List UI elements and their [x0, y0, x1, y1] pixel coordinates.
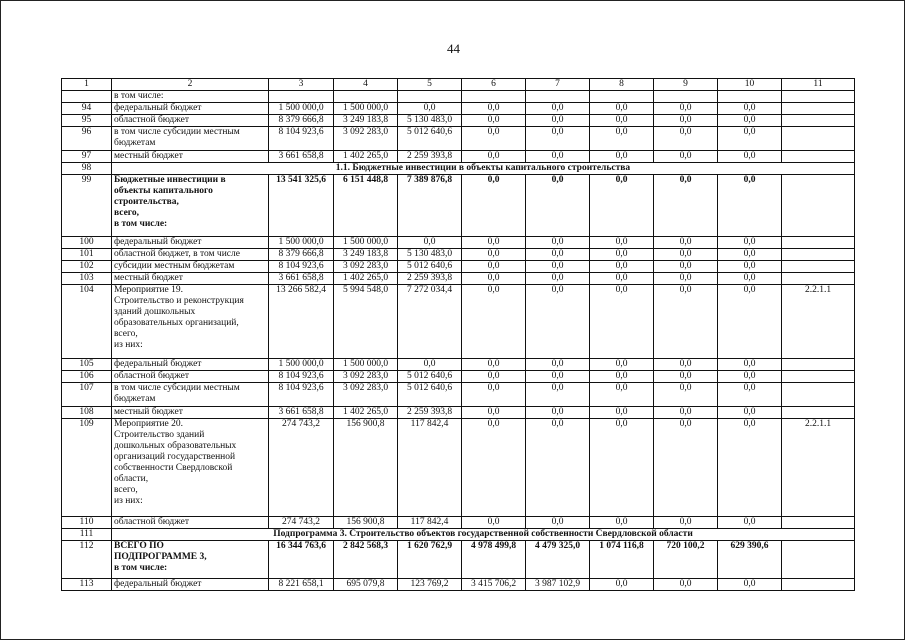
description-line: области, [114, 474, 149, 484]
reference-cell [782, 407, 855, 419]
value-cell: 0,0 [718, 273, 782, 285]
value-cell: 0,0 [718, 419, 782, 517]
description-line: всего, [114, 329, 138, 339]
value-cell: 5 994 548,0 [334, 285, 398, 359]
value-cell: 3 249 183,8 [334, 249, 398, 261]
table-row [62, 359, 855, 371]
reference-cell [782, 175, 855, 237]
description-line: федеральный бюджет [114, 579, 202, 589]
description-line: местный бюджет [114, 407, 183, 417]
column-header-row [62, 79, 855, 91]
table-row [62, 285, 855, 359]
reference-cell [782, 249, 855, 261]
value-cell: 4 479 325,0 [526, 541, 590, 579]
value-cell: 117 842,4 [398, 517, 462, 529]
row-description [112, 115, 269, 127]
value-cell: 5 130 483,0 [398, 115, 462, 127]
section-title: Подпрограмма 3. Строительство объектов государственной собственности Свердловской области [112, 529, 855, 541]
table-row [62, 261, 855, 273]
row-description [112, 419, 269, 517]
row-description [112, 371, 269, 383]
value-cell: 0,0 [398, 237, 462, 249]
value-cell: 629 390,6 [718, 541, 782, 579]
value-cell: 0,0 [526, 383, 590, 407]
column-header: 8 [590, 79, 654, 91]
value-cell: 2 259 393,8 [398, 151, 462, 163]
row-number: 97 [62, 151, 112, 163]
value-cell: 8 379 666,8 [269, 115, 334, 127]
description-line: зданий дошкольных [114, 307, 196, 317]
value-cell: 0,0 [718, 359, 782, 371]
value-cell: 0,0 [718, 127, 782, 151]
value-cell: 0,0 [654, 579, 718, 591]
value-cell: 1 402 265,0 [334, 151, 398, 163]
value-cell: 0,0 [654, 407, 718, 419]
column-header: 9 [654, 79, 718, 91]
table-row [62, 273, 855, 285]
value-cell: 0,0 [590, 285, 654, 359]
value-cell: 156 900,8 [334, 517, 398, 529]
value-cell: 0,0 [718, 517, 782, 529]
value-cell: 0,0 [654, 273, 718, 285]
description-line: в том числе субсидии местным [114, 127, 240, 137]
value-cell: 0,0 [718, 407, 782, 419]
description-line: Мероприятие 19. [114, 285, 184, 295]
value-cell: 0,0 [526, 273, 590, 285]
row-description [112, 517, 269, 529]
description-line: федеральный бюджет [114, 237, 202, 247]
value-cell: 0,0 [526, 237, 590, 249]
value-cell: 8 104 923,6 [269, 383, 334, 407]
row-description [112, 383, 269, 407]
value-cell: 0,0 [462, 273, 526, 285]
value-cell [334, 91, 398, 103]
value-cell: 0,0 [590, 115, 654, 127]
description-line: в том числе: [114, 219, 168, 229]
value-cell: 0,0 [654, 419, 718, 517]
value-cell: 0,0 [526, 371, 590, 383]
value-cell: 16 344 763,6 [269, 541, 334, 579]
value-cell: 720 100,2 [654, 541, 718, 579]
description-line: бюджетам [114, 138, 156, 148]
table-row [62, 407, 855, 419]
value-cell: 0,0 [654, 151, 718, 163]
value-cell: 4 978 499,8 [462, 541, 526, 579]
value-cell: 0,0 [526, 175, 590, 237]
value-cell: 0,0 [590, 103, 654, 115]
description-line: в том числе: [114, 91, 164, 101]
value-cell: 1 500 000,0 [269, 359, 334, 371]
row-number: 104 [62, 285, 112, 359]
value-cell: 0,0 [462, 371, 526, 383]
reference-cell: 2.2.1.1 [782, 419, 855, 517]
row-number: 107 [62, 383, 112, 407]
value-cell: 274 743,2 [269, 517, 334, 529]
description-line: федеральный бюджет [114, 359, 202, 369]
value-cell: 0,0 [462, 359, 526, 371]
description-line: Бюджетные инвестиции в [114, 175, 226, 185]
value-cell: 0,0 [590, 579, 654, 591]
description-line: организаций государственной [114, 452, 236, 462]
value-cell: 1 500 000,0 [269, 237, 334, 249]
value-cell: 0,0 [718, 371, 782, 383]
value-cell: 1 500 000,0 [334, 103, 398, 115]
value-cell: 13 266 582,4 [269, 285, 334, 359]
section-title: 1.1. Бюджетные инвестиции в объекты капитального строительства [112, 163, 855, 175]
value-cell: 123 769,2 [398, 579, 462, 591]
value-cell: 0,0 [654, 127, 718, 151]
description-line: Строительство и реконструкция [114, 296, 244, 306]
value-cell: 5 012 640,6 [398, 383, 462, 407]
value-cell: 3 661 658,8 [269, 151, 334, 163]
value-cell: 1 402 265,0 [334, 273, 398, 285]
row-description [112, 541, 269, 579]
row-description [112, 359, 269, 371]
value-cell: 0,0 [718, 237, 782, 249]
row-description [112, 237, 269, 249]
value-cell: 0,0 [718, 249, 782, 261]
value-cell: 3 092 283,0 [334, 371, 398, 383]
description-line: образовательных организаций, [114, 318, 239, 328]
value-cell: 0,0 [526, 407, 590, 419]
value-cell: 0,0 [462, 151, 526, 163]
value-cell: 0,0 [526, 127, 590, 151]
value-cell: 0,0 [590, 419, 654, 517]
value-cell: 0,0 [718, 175, 782, 237]
value-cell: 0,0 [590, 273, 654, 285]
row-description [112, 285, 269, 359]
value-cell: 3 092 283,0 [334, 127, 398, 151]
row-number: 94 [62, 103, 112, 115]
value-cell: 0,0 [398, 359, 462, 371]
value-cell: 0,0 [590, 517, 654, 529]
page-number: 44 [447, 41, 460, 56]
value-cell: 0,0 [526, 359, 590, 371]
value-cell: 0,0 [718, 383, 782, 407]
reference-cell [782, 273, 855, 285]
value-cell: 8 104 923,6 [269, 127, 334, 151]
description-line: областной бюджет [114, 517, 190, 527]
description-line: областной бюджет, в том числе [114, 249, 240, 259]
value-cell: 0,0 [590, 237, 654, 249]
table-row [62, 103, 855, 115]
value-cell: 0,0 [654, 175, 718, 237]
reference-cell: 2.2.1.1 [782, 285, 855, 359]
value-cell: 0,0 [654, 285, 718, 359]
value-cell: 1 500 000,0 [334, 359, 398, 371]
description-line: Мероприятие 20. [114, 419, 184, 429]
reference-cell [782, 541, 855, 579]
row-number: 95 [62, 115, 112, 127]
column-header: 4 [334, 79, 398, 91]
value-cell [718, 91, 782, 103]
description-line: федеральный бюджет [114, 103, 202, 113]
row-description [112, 579, 269, 591]
value-cell: 0,0 [462, 115, 526, 127]
reference-cell [782, 115, 855, 127]
value-cell: 0,0 [718, 579, 782, 591]
value-cell: 6 151 448,8 [334, 175, 398, 237]
value-cell: 0,0 [590, 151, 654, 163]
column-header: 2 [112, 79, 269, 91]
description-line: областной бюджет [114, 115, 190, 125]
reference-cell [782, 91, 855, 103]
value-cell: 1 402 265,0 [334, 407, 398, 419]
value-cell: 0,0 [718, 103, 782, 115]
value-cell: 5 012 640,6 [398, 127, 462, 151]
value-cell: 2 259 393,8 [398, 273, 462, 285]
value-cell: 0,0 [590, 175, 654, 237]
row-description [112, 273, 269, 285]
description-line: Строительство зданий [114, 430, 205, 440]
column-header: 1 [62, 79, 112, 91]
value-cell: 7 389 876,8 [398, 175, 462, 237]
section-row [62, 163, 855, 175]
value-cell: 0,0 [462, 103, 526, 115]
value-cell: 3 415 706,2 [462, 579, 526, 591]
reference-cell [782, 237, 855, 249]
description-line: всего, [114, 208, 139, 218]
value-cell: 156 900,8 [334, 419, 398, 517]
reference-cell [782, 127, 855, 151]
value-cell: 0,0 [590, 383, 654, 407]
description-line: дошкольных образовательных [114, 441, 237, 451]
table-row [62, 517, 855, 529]
value-cell: 2 842 568,3 [334, 541, 398, 579]
row-number: 106 [62, 371, 112, 383]
row-number: 109 [62, 419, 112, 517]
row-description [112, 151, 269, 163]
row-description [112, 261, 269, 273]
row-number: 100 [62, 237, 112, 249]
row-description [112, 127, 269, 151]
value-cell: 0,0 [526, 115, 590, 127]
value-cell: 7 272 034,4 [398, 285, 462, 359]
value-cell: 13 541 325,6 [269, 175, 334, 237]
value-cell: 3 092 283,0 [334, 383, 398, 407]
description-line: ПОДПРОГРАММЕ 3, [114, 552, 207, 562]
value-cell [590, 91, 654, 103]
value-cell: 0,0 [590, 371, 654, 383]
description-line: из них: [114, 340, 143, 350]
reference-cell [782, 517, 855, 529]
description-line: бюджетам [114, 394, 156, 404]
value-cell: 0,0 [462, 175, 526, 237]
table-row [62, 151, 855, 163]
value-cell: 0,0 [654, 371, 718, 383]
table-row [62, 175, 855, 237]
value-cell: 0,0 [526, 517, 590, 529]
value-cell: 1 074 116,8 [590, 541, 654, 579]
table-row [62, 383, 855, 407]
row-number: 105 [62, 359, 112, 371]
value-cell: 274 743,2 [269, 419, 334, 517]
value-cell: 0,0 [526, 419, 590, 517]
value-cell: 0,0 [462, 419, 526, 517]
row-number [62, 91, 112, 103]
value-cell: 1 620 762,9 [398, 541, 462, 579]
row-description [112, 175, 269, 237]
value-cell: 3 092 283,0 [334, 261, 398, 273]
value-cell: 1 500 000,0 [334, 237, 398, 249]
reference-cell [782, 383, 855, 407]
row-number: 108 [62, 407, 112, 419]
value-cell: 3 661 658,8 [269, 407, 334, 419]
description-line: местный бюджет [114, 151, 183, 161]
value-cell: 0,0 [526, 103, 590, 115]
value-cell: 8 379 666,8 [269, 249, 334, 261]
value-cell: 3 661 658,8 [269, 273, 334, 285]
value-cell: 8 221 658,1 [269, 579, 334, 591]
value-cell: 0,0 [654, 261, 718, 273]
table-row [62, 91, 855, 103]
table-row [62, 579, 855, 591]
value-cell: 117 842,4 [398, 419, 462, 517]
value-cell: 1 500 000,0 [269, 103, 334, 115]
value-cell [526, 91, 590, 103]
value-cell: 8 104 923,6 [269, 371, 334, 383]
row-number: 103 [62, 273, 112, 285]
reference-cell [782, 579, 855, 591]
description-line: всего, [114, 485, 138, 495]
row-number: 110 [62, 517, 112, 529]
table-row [62, 541, 855, 579]
value-cell: 0,0 [462, 383, 526, 407]
description-line: местный бюджет [114, 273, 183, 283]
row-number: 101 [62, 249, 112, 261]
reference-cell [782, 151, 855, 163]
reference-cell [782, 103, 855, 115]
row-description [112, 103, 269, 115]
row-number: 99 [62, 175, 112, 237]
value-cell: 0,0 [462, 127, 526, 151]
value-cell: 0,0 [718, 151, 782, 163]
row-number: 112 [62, 541, 112, 579]
table-row [62, 419, 855, 517]
value-cell: 5 012 640,6 [398, 371, 462, 383]
value-cell: 0,0 [718, 261, 782, 273]
row-description [112, 407, 269, 419]
value-cell [398, 91, 462, 103]
section-row [62, 529, 855, 541]
value-cell: 0,0 [654, 249, 718, 261]
row-description [112, 249, 269, 261]
description-line: в том числе: [114, 563, 168, 573]
value-cell: 0,0 [462, 237, 526, 249]
value-cell [462, 91, 526, 103]
value-cell: 0,0 [654, 237, 718, 249]
column-header: 7 [526, 79, 590, 91]
value-cell: 0,0 [590, 127, 654, 151]
value-cell: 5 012 640,6 [398, 261, 462, 273]
description-line: областной бюджет [114, 371, 190, 381]
row-number: 111 [62, 529, 112, 541]
row-number: 96 [62, 127, 112, 151]
row-number: 98 [62, 163, 112, 175]
value-cell: 2 259 393,8 [398, 407, 462, 419]
value-cell: 0,0 [398, 103, 462, 115]
value-cell: 0,0 [526, 249, 590, 261]
value-cell: 3 987 102,9 [526, 579, 590, 591]
value-cell: 0,0 [590, 359, 654, 371]
value-cell: 0,0 [718, 285, 782, 359]
value-cell: 0,0 [654, 115, 718, 127]
row-number: 102 [62, 261, 112, 273]
value-cell: 0,0 [526, 151, 590, 163]
column-header: 6 [462, 79, 526, 91]
value-cell: 0,0 [462, 249, 526, 261]
value-cell: 0,0 [462, 517, 526, 529]
value-cell [654, 91, 718, 103]
value-cell: 0,0 [462, 261, 526, 273]
description-line: ВСЕГО ПО [114, 541, 164, 551]
column-header: 5 [398, 79, 462, 91]
row-description [112, 91, 269, 103]
reference-cell [782, 359, 855, 371]
value-cell: 0,0 [462, 407, 526, 419]
value-cell [269, 91, 334, 103]
column-header: 10 [718, 79, 782, 91]
value-cell: 0,0 [590, 249, 654, 261]
column-header: 11 [782, 79, 855, 91]
value-cell: 0,0 [718, 115, 782, 127]
description-line: собственности Свердловской [114, 463, 233, 473]
table-row [62, 249, 855, 261]
column-header: 3 [269, 79, 334, 91]
value-cell: 0,0 [526, 285, 590, 359]
value-cell: 0,0 [590, 261, 654, 273]
value-cell: 695 079,8 [334, 579, 398, 591]
value-cell: 3 249 183,8 [334, 115, 398, 127]
table-row [62, 127, 855, 151]
value-cell: 0,0 [590, 407, 654, 419]
reference-cell [782, 371, 855, 383]
value-cell: 8 104 923,6 [269, 261, 334, 273]
value-cell: 0,0 [654, 383, 718, 407]
table-row [62, 115, 855, 127]
description-line: субсидии местным бюджетам [114, 261, 235, 271]
row-number: 113 [62, 579, 112, 591]
reference-cell [782, 261, 855, 273]
description-line: из них: [114, 496, 143, 506]
description-line: объекты капитального [114, 186, 213, 196]
value-cell: 0,0 [654, 517, 718, 529]
value-cell: 0,0 [654, 103, 718, 115]
table-row [62, 237, 855, 249]
description-line: в том числе субсидии местным [114, 383, 240, 393]
table-row [62, 371, 855, 383]
value-cell: 0,0 [526, 261, 590, 273]
budget-table [61, 78, 855, 591]
value-cell: 0,0 [654, 359, 718, 371]
description-line: строительства, [114, 197, 179, 207]
value-cell: 5 130 483,0 [398, 249, 462, 261]
value-cell: 0,0 [462, 285, 526, 359]
